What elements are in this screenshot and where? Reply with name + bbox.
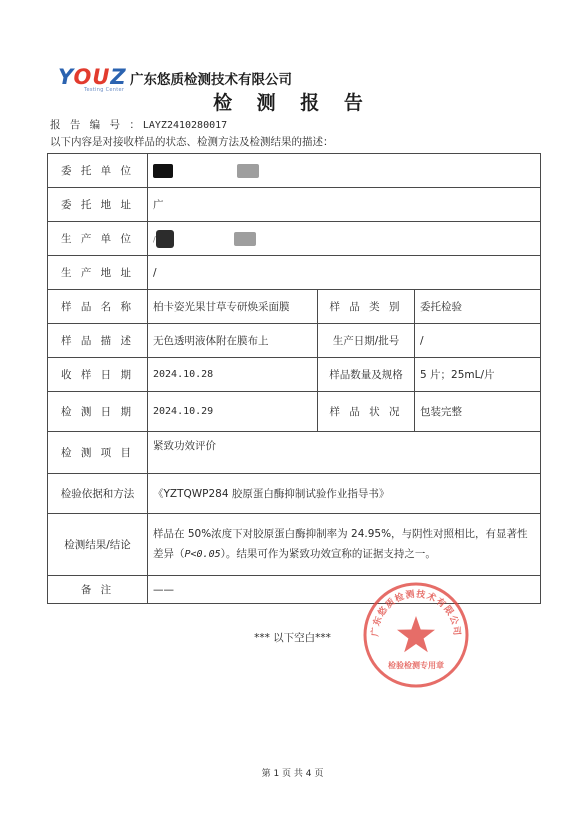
star-icon (397, 616, 435, 652)
row-test-item (48, 432, 541, 474)
sample-desc-value: 无色透明液体附在膜布上 (148, 324, 318, 358)
redacted-block (156, 230, 174, 248)
quantity-label: 样品数量及规格 (318, 358, 415, 392)
test-item-value: 紧致功效评价 (148, 432, 541, 474)
basis-label: 检验依据和方法 (48, 474, 148, 514)
official-seal-stamp (361, 580, 471, 690)
client-address-value: 广 (148, 188, 541, 222)
basis-value: 《YZTQWP284 胶原蛋白酶抑制试验作业指导书》 (148, 474, 541, 514)
row-producer (48, 222, 541, 256)
producer-value: / (148, 222, 541, 256)
row-client (48, 154, 541, 188)
company-name: 广东悠质检测技术有限公司 (130, 72, 292, 88)
seal-center-text: 检验检测专用章 (388, 660, 444, 670)
report-number (50, 117, 227, 132)
client-address-label: 委 托 地 址 (48, 188, 148, 222)
redacted-block (237, 164, 259, 178)
batch-label: 生产日期/批号 (318, 324, 415, 358)
row-receive-date (48, 358, 541, 392)
row-sample-desc (48, 324, 541, 358)
batch-value: / (415, 324, 541, 358)
sample-desc-label: 样 品 描 述 (48, 324, 148, 358)
result-label: 检测结果/结论 (48, 514, 148, 576)
receive-date-label: 收 样 日 期 (48, 358, 148, 392)
test-date-value: 2024.10.29 (148, 392, 318, 432)
sample-type-label: 样 品 类 别 (318, 290, 415, 324)
report-number-label: 报 告 编 号 ： (50, 119, 143, 131)
report-info-table (47, 153, 541, 604)
quantity-value: 5 片；25mL/片 (415, 358, 541, 392)
row-basis (48, 474, 541, 514)
producer-address-value: / (148, 256, 541, 290)
company-logo: YOUZ (58, 65, 127, 89)
test-date-label: 检 测 日 期 (48, 392, 148, 432)
remark-label: 备 注 (48, 576, 148, 604)
producer-address-label: 生 产 地 址 (48, 256, 148, 290)
client-label: 委 托 单 位 (48, 154, 148, 188)
result-value: 样品在 50%浓度下对胶原蛋白酶抑制率为 24.95%，与阴性对照相比，有显著性差异（P<0.05）。结果可作为紧致功效宣称的证据支持之一。 (148, 514, 541, 576)
sample-name-label: 样 品 名 称 (48, 290, 148, 324)
test-item-label: 检 测 项 目 (48, 432, 148, 474)
seal-ring-text: 广东悠质检测技术有限公司 (370, 589, 462, 637)
remark-value: —— (148, 576, 541, 604)
row-test-date (48, 392, 541, 432)
report-title: 检 测 报 告 (213, 92, 372, 114)
report-number-value: LAYZ2410280017 (142, 120, 228, 131)
page-number: 第 1 页 共 4 页 (261, 769, 324, 779)
receive-date-value: 2024.10.28 (148, 358, 318, 392)
report-description: 以下内容是对接收样品的状态、检测方法及检测结果的描述： (50, 136, 334, 148)
sample-state-value: 包装完整 (415, 392, 541, 432)
row-client-address (48, 188, 541, 222)
logo-tagline: Testing Center (84, 87, 125, 93)
sample-name-value: 柏卡姿光果甘草专研焕采面膜 (148, 290, 318, 324)
row-producer-address (48, 256, 541, 290)
blank-below-note: *** 以下空白*** (254, 632, 331, 644)
redacted-block (234, 232, 256, 246)
p-value: P<0.05 (184, 549, 221, 560)
sample-state-label: 样 品 状 况 (318, 392, 415, 432)
client-value (148, 154, 541, 188)
row-sample-name (48, 290, 541, 324)
row-result (48, 514, 541, 576)
producer-label: 生 产 单 位 (48, 222, 148, 256)
sample-type-value: 委托检验 (415, 290, 541, 324)
redacted-block (153, 164, 173, 178)
